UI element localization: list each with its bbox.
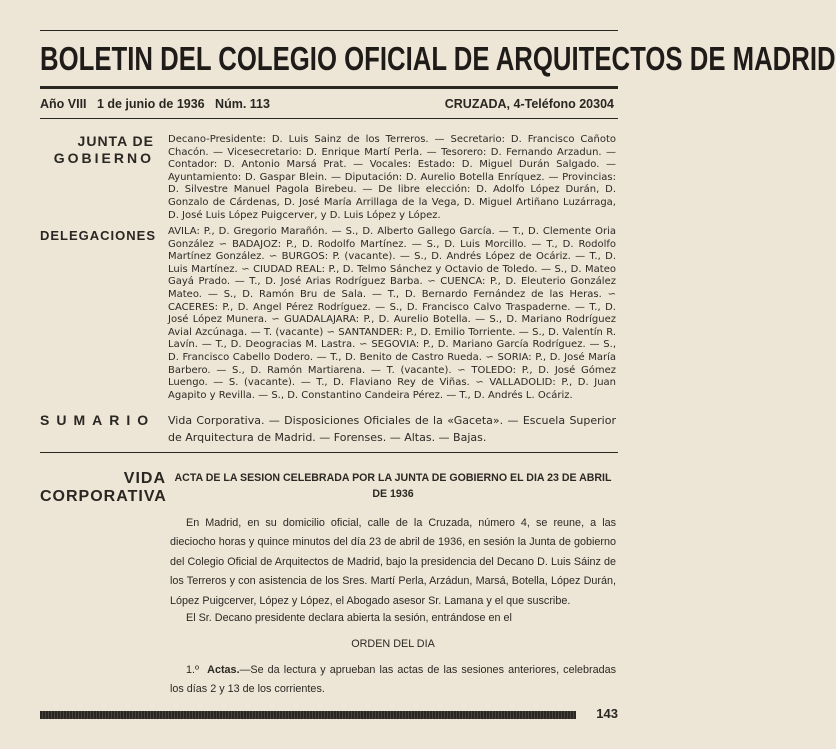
issue-address: CRUZADA, 4-Teléfono 20304 (444, 97, 614, 111)
masthead-rule (40, 86, 618, 89)
item-number: 1.º (186, 664, 199, 676)
masthead-title: BOLETIN DEL COLEGIO OFICIAL DE ARQUITECTOS DE MADRID (40, 40, 836, 77)
sumario-rule (40, 452, 618, 453)
item-title: Actas. (207, 664, 240, 676)
delegaciones-text: AVILA: P., D. Gregorio Marañón. — S., D. Alberto Gallego García. — T., D. Clemente Oria González ∽ BADAJOZ: P., D. Rodolfo Martínez. — S., D. Luis Morcillo. — T., D. Rodolfo Martínez González. ∽ BURGOS: P. (vacante). — S., D. Andrés López de Ocáriz. — T., D. Luis Martínez. ∽ CIUDAD REAL: P., D. Telmo Sánchez y Octavio de Toledo. — S., D. Mateo Gayá Prado. — T., D. José Arias Rodríguez Barba. ∽ CUENCA: P., D. Eleuterio González Mateo. — S., D. Ramón Bru de Sala. — T., D. Bernardo Fernández de las Heras. ∽ CACERES: P., D. Angel Pérez Rodríguez. — S., D. Francisco Calvo Traspaderne. — T., D. José López Munera. ∽ GUADALAJARA: P., D. Aurelio Botella. — S., D. Mariano Rodríguez Avial Azcúnaga. — T. (vacante) ∽ SANTANDER: P., D. Emilio Torriente. — S., D. Valentín R. Lavín. — T., D. Deogracias M. Lastra. ∽ SEGOVIA: P., D. Mariano García Rodríguez. — S., D. Francisco Cabello Dodero. — T., D. Benito de Castro Rueda. ∽ SORIA: P., D. José María Barbero. — S., D. Ramón Martiarena. — T. (vacante). ∽ TOLEDO: P., D. José Gómez Luengo. — S. (vacante). — T., D. Flaviano Rey de Viñas. ∽ VALLADOLID: P., D. Juan Agapito y Revilla. — S., D. Constantino Candeira Pérez. — T., D. Andrés L. Ocáriz. (168, 226, 616, 401)
sumario-label: SUMARIO (40, 412, 156, 428)
top-rule (40, 30, 618, 31)
acta-paragraph-1: En Madrid, en su domicilio oficial, calle de la Cruzada, número 4, se reune, a las dieciocho horas y quince minutos del día 23 de abril de 1936, en sesión la Junta de gobierno del Colegio Oficial de Arquitectos de Madrid, bajo la presidencia del Decano D. Luis Sáinz de los Terreros y con asistencia de los Sres. Martí Perla, Arzádun, Marsá, Botella, López Durán, López Puigcerver, López y López, el Abogado asesor Sr. Lamana y el que suscribe. (170, 517, 616, 607)
junta-label-line1: JUNTA DE (77, 133, 154, 149)
acta-item-1 (170, 661, 616, 700)
page-number: 143 (596, 706, 618, 721)
issue-rule (40, 118, 618, 119)
vida-label (40, 470, 166, 506)
acta-paragraph-2: El Sr. Decano presidente declara abierta la sesión, entrándose en el (186, 612, 512, 624)
masthead-container (40, 36, 836, 82)
footer-bar (40, 711, 576, 719)
issue-info: Año VIII 1 de junio de 1936 Núm. 113 (40, 97, 270, 111)
vida-label-line2: CORPORATIVA (40, 488, 167, 505)
item-text: —Se da lectura y aprueban las actas de las sesiones anteriores, celebradas los días 2 y 13 de los corrientes. (170, 664, 616, 696)
junta-label (40, 133, 154, 167)
sumario-text: Vida Corporativa. — Disposiciones Oficiales de la «Gaceta». — Escuela Superior de Arquitectura de Madrid. — Forenses. — Altas. — Bajas. (168, 414, 616, 444)
junta-text: Decano-Presidente: D. Luis Sainz de los Terreros. — Secretario: D. Francisco Cañoto Chacón. — Vicesecretario: D. Enrique Martí Perla. — Tesorero: D. Fernando Arzadun. — Contador: D. Antonio Marsá Prat. — Vocales: Estado: D. Miguel Durán Salgado. — Ayuntamiento: D. Gaspar Blein. — Diputación: D. Aurelio Botella Enríquez. — Provincias: D. Silvestre Manuel Pagola Birebeu. — De libre elección: D. Adolfo López Durán, D. Gonzalo de Cárdenas, D. José María Arrillaga de la Vega, D. Miguel Artiñano Luzárraga, D. José Luis López Puigcerver, y D. Luis López y López. (168, 134, 616, 221)
acta-heading: ACTA DE LA SESION CELEBRADA POR LA JUNTA DE GOBIERNO EL DIA 23 DE ABRIL DE 1936 (174, 472, 612, 500)
issue-line (40, 95, 614, 113)
orden-del-dia: ORDEN DEL DIA (351, 638, 435, 650)
junta-label-line2: GOBIERNO (53, 150, 154, 166)
delegaciones-label: DELEGACIONES (40, 228, 157, 243)
vida-label-line1: VIDA (123, 470, 166, 487)
